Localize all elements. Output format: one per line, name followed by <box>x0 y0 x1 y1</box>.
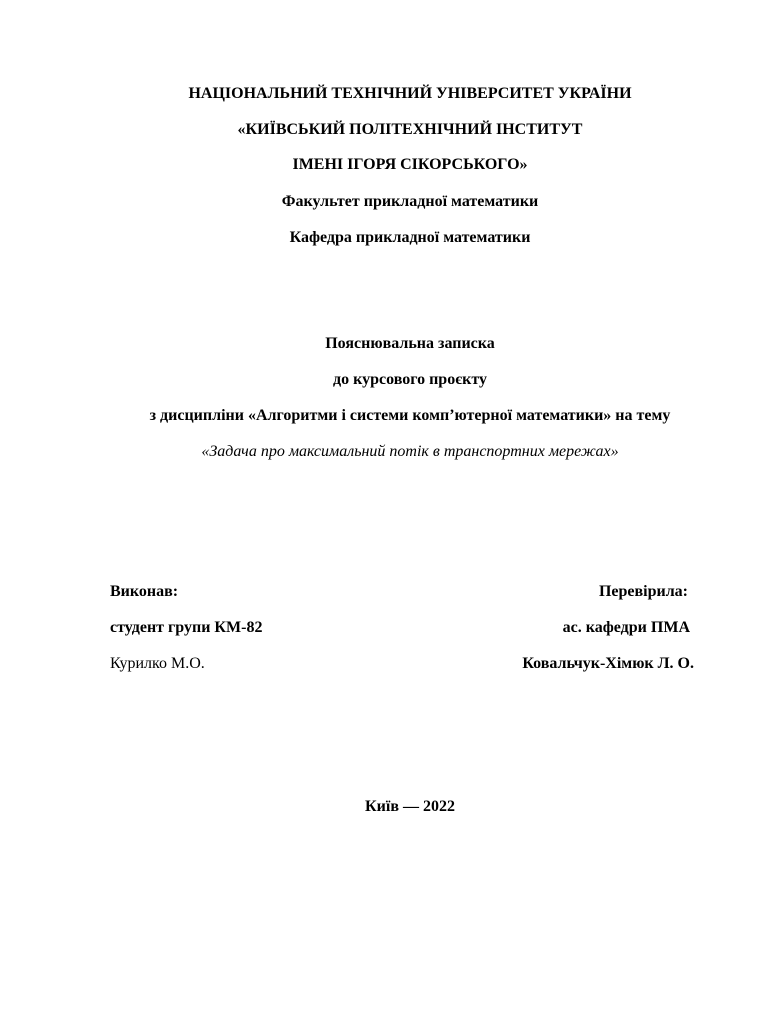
project-topic: «Задача про максимальний потік в транспортних мережах» <box>201 443 619 460</box>
document-type: Пояснювальна записка <box>325 335 495 352</box>
reviewer-name: Ковальчук-Хімюк Л. О. <box>522 655 694 672</box>
document-purpose: до курсового проєкту <box>333 371 487 388</box>
reviewer-label: Перевірила: <box>598 583 688 600</box>
author-label: Виконав: <box>110 583 179 600</box>
discipline-line: з дисципліни «Алгоритми і системи комп’ютерної математики» на тему <box>149 407 671 424</box>
university-name-line-2: «КИЇВСЬКИЙ ПОЛІТЕХНІЧНИЙ ІНСТИТУТ <box>237 121 583 138</box>
university-name-line-3: ІМЕНІ ІГОРЯ СІКОРСЬКОГО» <box>292 156 528 173</box>
city-year: Київ — 2022 <box>365 798 455 815</box>
reviewer-position: ас. кафедри ПМА <box>562 619 690 636</box>
author-name: Курилко М.О. <box>110 655 205 672</box>
university-name-line-1: НАЦІОНАЛЬНИЙ ТЕХНІЧНИЙ УНІВЕРСИТЕТ УКРАЇНИ <box>188 85 632 102</box>
department-name: Кафедра прикладної математики <box>289 229 531 246</box>
faculty-name: Факультет прикладної математики <box>281 193 539 210</box>
author-group: студент групи КМ-82 <box>110 619 263 636</box>
